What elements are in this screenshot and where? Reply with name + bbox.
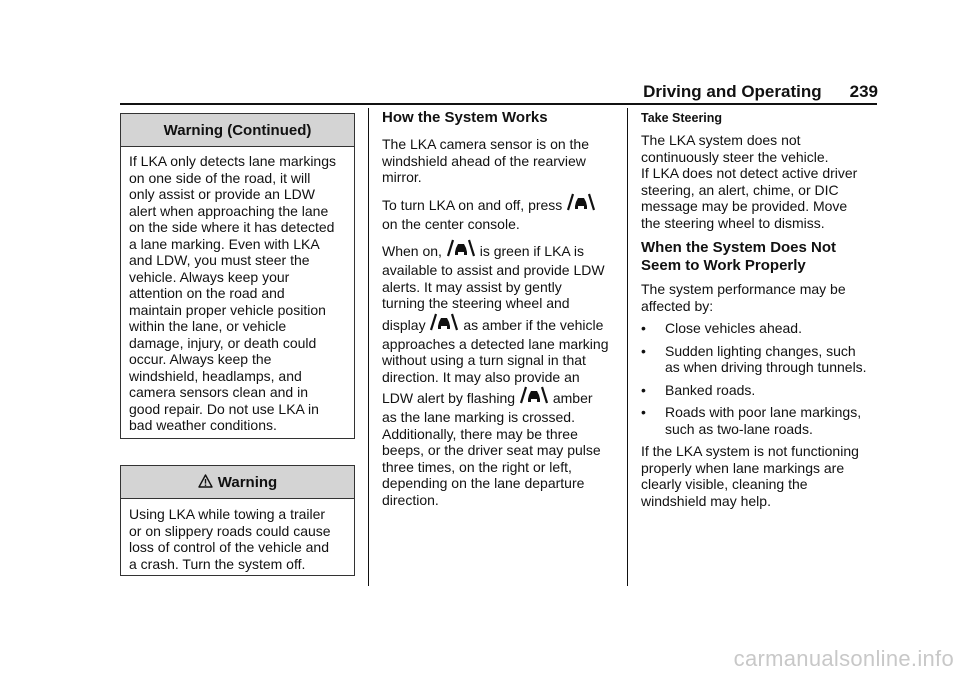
paragraph-line: approaches a detected lane marking — [382, 335, 609, 352]
paragraph-line: The LKA camera sensor is on the — [382, 136, 589, 152]
watermark: carmanualsonline.info — [733, 646, 954, 671]
middle-column — [382, 109, 622, 508]
warning-box-body — [121, 499, 354, 572]
warning-line: a lane marking. Even with LKA — [129, 235, 320, 252]
section-heading-how-system-works: How the System Works — [382, 109, 548, 126]
lane-keep-assist-icon — [446, 238, 476, 258]
warning-line: alert when approaching the lane — [129, 202, 329, 219]
paragraph-line — [382, 312, 622, 336]
paragraph-line: affected by: — [641, 297, 714, 314]
lane-keep-assist-icon — [429, 312, 459, 332]
paragraph-line: clearly visible, cleaning the — [641, 476, 808, 492]
paragraph-line: message may be provided. Move — [641, 198, 848, 214]
bullet-text: Banked roads. — [665, 381, 756, 398]
warning-line: loss of control of the vehicle and — [129, 539, 330, 555]
paragraph-line: steering, an alert, chime, or DIC — [641, 181, 839, 198]
bullet-text: Close vehicles ahead. — [665, 320, 802, 336]
lane-keep-assist-icon — [566, 192, 596, 212]
right-column — [641, 110, 881, 509]
warning-line: occur. Always keep the — [129, 351, 272, 367]
list-item — [641, 382, 881, 399]
list-item — [641, 343, 881, 376]
paragraph-line: mirror. — [382, 169, 422, 185]
warning-line: a crash. Turn the system off. — [129, 555, 306, 572]
paragraph-line: direction. — [382, 491, 439, 508]
paragraph-line: The LKA system does not — [641, 132, 801, 148]
paragraph-line: alerts. It may assist by gently — [382, 278, 562, 295]
warning-line: attention on the road and — [129, 285, 285, 301]
bullet-mark: • — [641, 320, 646, 336]
inline-text: When on, — [382, 243, 442, 259]
paragraph-line: Additionally, there may be three — [382, 425, 578, 442]
inline-text: display — [382, 316, 426, 333]
warning-line: or on slippery roads could cause — [129, 522, 331, 539]
subheading-take-steering: Take Steering — [641, 111, 723, 125]
inline-text: To turn LKA on and off, press — [382, 196, 563, 213]
list-item — [641, 404, 881, 437]
page-header — [600, 82, 878, 102]
bullet-mark: • — [641, 342, 646, 359]
column-divider-left — [368, 108, 369, 586]
list-item — [641, 320, 881, 337]
warning-line: bad weather conditions. — [129, 417, 277, 433]
warning-line: maintain proper vehicle position — [129, 301, 326, 318]
warning-box-towing — [120, 465, 355, 576]
paragraph-line: on the center console. — [382, 215, 520, 232]
section-heading-not-working: When the System Does Not — [641, 239, 837, 256]
paragraph-line: direction. It may also provide an — [382, 368, 580, 385]
warning-line: If LKA only detects lane markings — [129, 153, 336, 169]
warning-line: within the lane, or vehicle — [129, 318, 287, 334]
paragraph-line — [382, 192, 622, 216]
warning-line: only assist or provide an LDW — [129, 186, 315, 202]
paragraph-line: windshield ahead of the rearview — [382, 152, 586, 169]
inline-text: LDW alert by flashing — [382, 390, 516, 406]
bullet-text: Sudden lighting changes, such — [665, 342, 856, 359]
paragraph-line: without using a turn signal in that — [382, 352, 586, 368]
paragraph-line: If the LKA system is not functioning — [641, 443, 859, 459]
paragraph-line — [382, 238, 622, 262]
bullet-mark: • — [641, 404, 646, 420]
inline-text: is green if LKA is — [479, 243, 584, 259]
paragraph-line: available to assist and provide LDW — [382, 262, 605, 278]
bullet-text: such as two-lane roads. — [665, 420, 813, 437]
bullet-text: as when driving through tunnels. — [665, 359, 867, 375]
paragraph-line: the steering wheel to dismiss. — [641, 214, 825, 231]
paragraph-line: depending on the lane departure — [382, 475, 585, 491]
warning-line: good repair. Do not use LKA in — [129, 400, 319, 417]
section-heading-not-working: Seem to Work Properly — [641, 257, 806, 274]
paragraph-line — [382, 385, 622, 409]
warning-line: windshield, headlamps, and — [129, 367, 302, 384]
inline-text: as amber if the vehicle — [463, 316, 604, 333]
bullet-text: Roads with poor lane markings, — [665, 404, 862, 420]
warning-line: camera sensors clean and in — [129, 384, 308, 400]
warning-line: on one side of the road, it will — [129, 169, 311, 186]
warning-line: on the side where it has detected — [129, 219, 335, 235]
paragraph-line: as the lane marking is crossed. — [382, 409, 575, 425]
paragraph-line: windshield may help. — [641, 492, 771, 509]
warning-line: and LDW, you must steer the — [129, 252, 310, 268]
warning-line: damage, injury, or death could — [129, 334, 317, 351]
warning-box-title: Warning (Continued) — [121, 114, 354, 147]
page-number: 239 — [849, 82, 878, 101]
lane-keep-assist-icon — [519, 385, 549, 405]
paragraph-line: three times, on the right or left, — [382, 458, 572, 475]
warning-triangle-icon — [198, 474, 213, 488]
column-divider-right — [627, 108, 628, 586]
paragraph-line: If LKA does not detect active driver — [641, 165, 858, 181]
paragraph-line: continuously steer the vehicle. — [641, 148, 829, 165]
paragraph-line: properly when lane markings are — [641, 459, 845, 476]
section-title: Driving and Operating — [643, 82, 822, 101]
warning-line: Using LKA while towing a trailer — [129, 506, 326, 522]
warning-box-body — [121, 147, 354, 434]
paragraph-line: The system performance may be — [641, 281, 846, 297]
inline-text: amber — [552, 390, 593, 406]
bullet-mark: • — [641, 381, 646, 398]
warning-box-title — [121, 466, 354, 499]
warning-box-continued — [120, 113, 355, 439]
paragraph-line: beeps, or the driver seat may pulse — [382, 442, 601, 458]
warning-line: vehicle. Always keep your — [129, 268, 290, 285]
paragraph-line: turning the steering wheel and — [382, 295, 570, 311]
header-rule — [120, 103, 877, 105]
warning-box-title-text: Warning — [217, 474, 278, 491]
